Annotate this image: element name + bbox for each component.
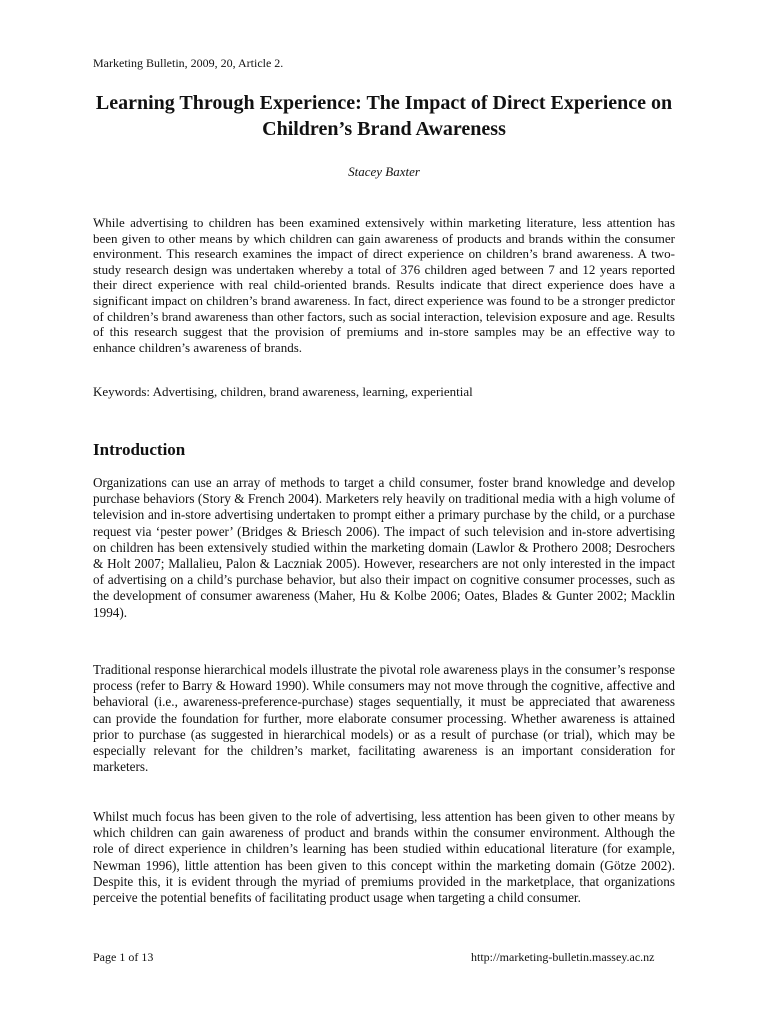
keywords: Keywords: Advertising, children, brand awareness, learning, experiential (93, 384, 473, 399)
abstract: While advertising to children has been examined extensively within marketing literature, less attention has been given to other means by which children can gain awareness of products and brands within the consumer environment. This research examines the impact of direct experience on children’s brand awareness. A two-study research design was undertaken whereby a total of 376 children aged between 7 and 12 years reported their direct experience with real child-oriented brands. Results indicate that direct experience does have a significant impact on children’s brand awareness. In fact, direct experience was found to be a stronger predictor of children’s brand awareness than other factors, such as social interaction, television exposure and age. Results of this research suggest that the provision of premiums and in-store samples may be an effective way to enhance children’s awareness of brands. (93, 215, 675, 355)
running-header: Marketing Bulletin, 2009, 20, Article 2. (93, 56, 284, 70)
paper-title: Learning Through Experience: The Impact of Direct Experience on Children’s Brand Awareness (95, 92, 673, 140)
body-paragraph: Whilst much focus has been given to the role of advertising, less attention has been given to other means by which children can gain awareness of product and brands within the consumer environment. Although the role of direct experience in children’s learning has been studied within educational literature (for example, Newman 1996), little attention has been given to this concept within the marketing domain (Götze 2002). Despite this, it is evident through the myriad of premiums provided in the marketplace, that organizations perceive the potential benefits of facilitating product usage when targeting a child consumer. (93, 809, 675, 906)
author-name: Stacey Baxter (348, 164, 420, 179)
body-paragraph: Organizations can use an array of methods to target a child consumer, foster brand knowledge and develop purchase behaviors (Story & French 2004). Marketers rely heavily on traditional media with a high volume of television and in-store advertising undertaken to prompt either a primary purchase by the child, or a purchase request via ‘pester power’ (Bridges & Briesch 2006). The impact of such television and in-store advertising on children has been extensively studied within the marketing domain (Lawlor & Prothero 2008; Desrochers & Holt 2007; Mallalieu, Palon & Laczniak 2005). However, researchers are not only interested in the impact of advertising on a child’s purchase behavior, but also their impact on cognitive consumer processes, such as the development of consumer awareness (Maher, Hu & Kolbe 2006; Oates, Blades & Gunter 2002; Macklin 1994). (93, 475, 675, 620)
journal-url[interactable]: http://marketing-bulletin.massey.ac.nz (471, 950, 655, 964)
page-number: Page 1 of 13 (93, 950, 154, 964)
section-heading-introduction: Introduction (93, 440, 186, 459)
body-paragraph: Traditional response hierarchical models illustrate the pivotal role awareness plays in the consumer’s response process (refer to Barry & Howard 1990). While consumers may not move through the cognitive, affective and behavioral (i.e., awareness-preference-purchase) stages sequentially, it must be appreciated that awareness can provide the foundation for further, more elaborate consumer processing. Whether awareness is attained prior to purchase (as suggested in hierarchical models) or as a result of purchase (or trial), which may be especially relevant for the children’s market, facilitating awareness is an important consideration for marketers. (93, 662, 675, 775)
